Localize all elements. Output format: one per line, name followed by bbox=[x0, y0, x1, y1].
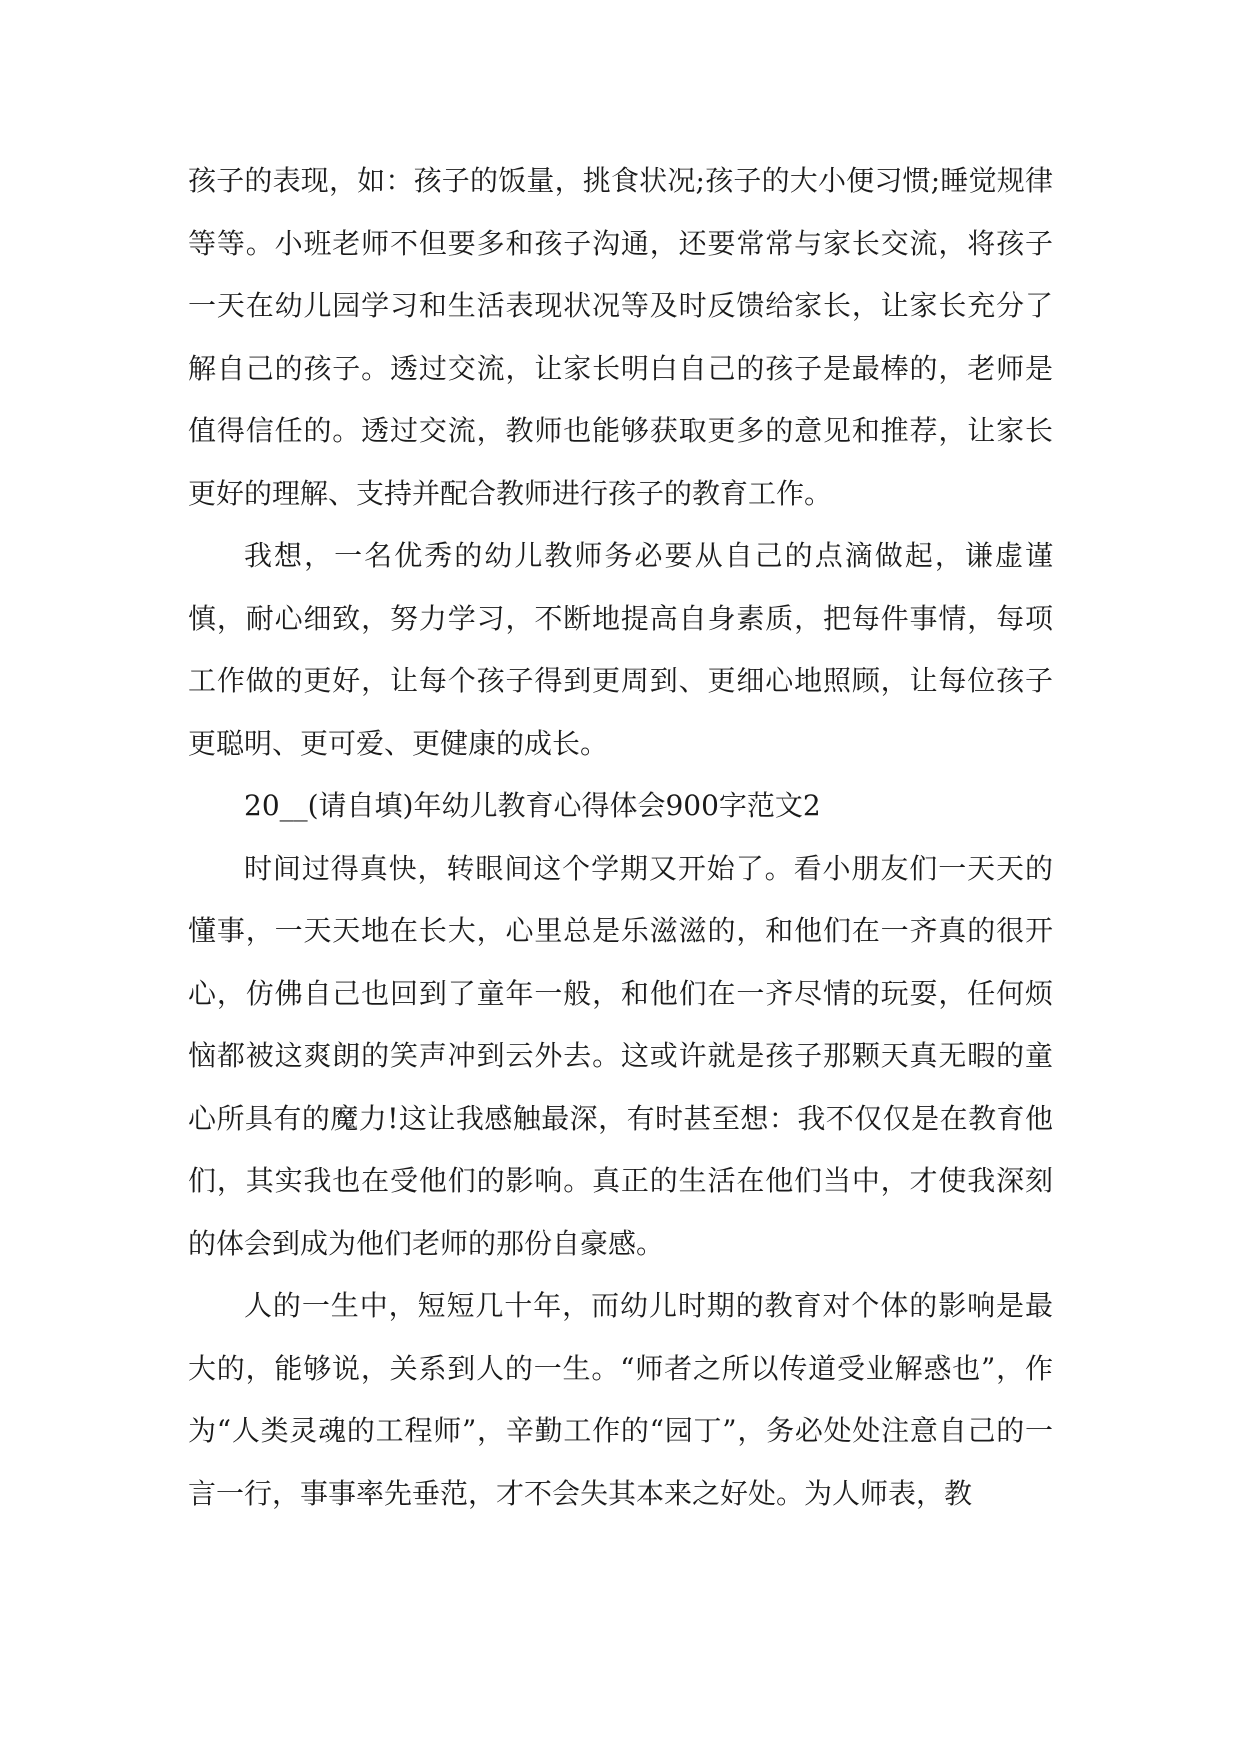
paragraph-continued: 孩子的表现，如：孩子的饭量，挑食状况;孩子的大小便习惯;睡觉规律等等。小班老师不但要多和孩子沟通，还要常常与家长交流，将孩子一天在幼儿园学习和生活表现状况等及时反馈给家长，让家长充分了解自己的孩子。透过交流，让家长明白自己的孩子是最棒的，老师是值得信任的。透过交流，教师也能够获取更多的意见和推荐，让家长更好的理解、支持并配合教师进行孩子的教育工作。 bbox=[188, 164, 1053, 510]
paragraph: 人的一生中，短短几十年，而幼儿时期的教育对个体的影响是最大的，能够说，关系到人的一生。“师者之所以传道受业解惑也”，作为“人类灵魂的工程师”，辛勤工作的“园丁”，务必处处注意自己的一言一行，事事率先垂范，才不会失其本来之好处。为人师表，教 bbox=[188, 1289, 1053, 1510]
section-heading: 20__(请自填)年幼儿教育心得体会900字范文2 bbox=[244, 789, 821, 822]
paragraph: 我想，一名优秀的幼儿教师务必要从自己的点滴做起，谦虚谨慎，耐心细致，努力学习，不断地提高自身素质，把每件事情，每项工作做的更好，让每个孩子得到更周到、更细心地照顾，让每位孩子更聪明、更可爱、更健康的成长。 bbox=[188, 539, 1053, 760]
document-body bbox=[188, 150, 1053, 1525]
paragraph: 时间过得真快，转眼间这个学期又开始了。看小朋友们一天天的懂事，一天天地在长大，心里总是乐滋滋的，和他们在一齐真的很开心，仿佛自己也回到了童年一般，和他们在一齐尽情的玩耍，任何烦恼都被这爽朗的笑声冲到云外去。这或许就是孩子那颗天真无暇的童心所具有的魔力!这让我感触最深，有时甚至想：我不仅仅是在教育他们，其实我也在受他们的影响。真正的生活在他们当中，才使我深刻的体会到成为他们老师的那份自豪感。 bbox=[188, 851, 1053, 1260]
